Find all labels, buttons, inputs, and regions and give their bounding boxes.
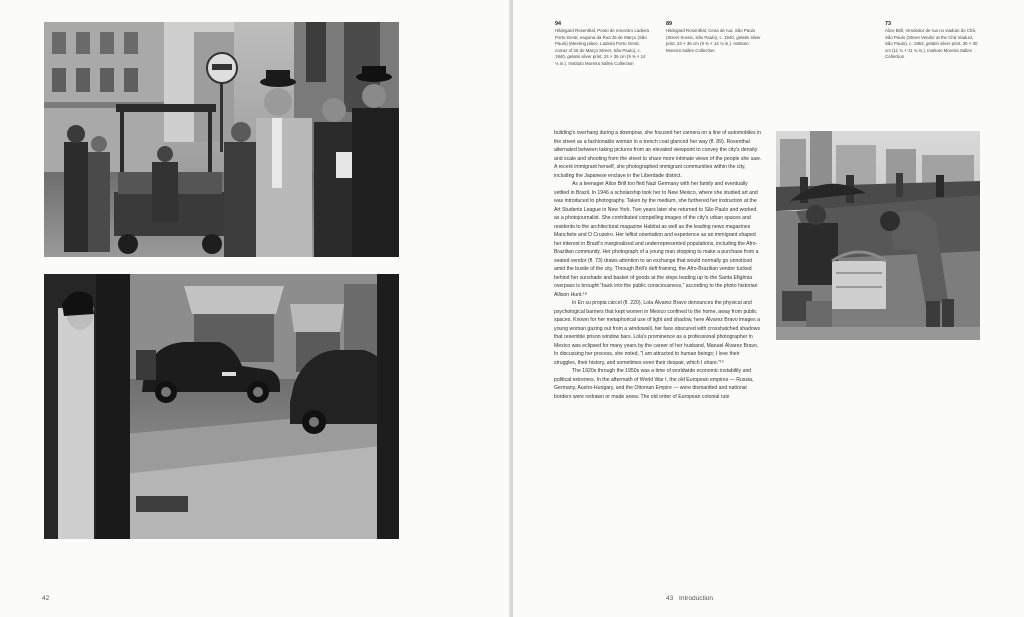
right-page	[513, 0, 1024, 617]
body-paragraph: The 1920s through the 1950s was a time of worldwide economic instability and political extremes. In the aftermath of World War I, the old European empires — Russia, Germany, Austro-Hungary, and the Ottoman Empire — were dismantled and national borders were redrawn or made anew. The old order of European colonial rule	[554, 368, 754, 400]
caption-text: Hildegard Rosenthal, Cena de rua, São Paulo (Street Scene, São Paulo), c. 1940, gelatin silver print, 24 × 36 cm (9 ⅜ × 14 ⅛ in.). Instituto Moreira Salles Collection	[666, 28, 761, 53]
body-paragraph: In En su propia cárcel (fl. 220), Lola Álvarez Bravo denounces the physical and psychological barriers that kept women in Mexico confined to the home, away from public spaces. Known for her metaphorical use of light and shadow, here Álvarez Bravo images a young woman gazing out from a windowsill, her face obscured with crosshatched shadows that resemble prison window bars. Lola's prominence as a professional photographer in Mexico was eclipsed for many years by the career of her husband, Manuel Álvarez Bravo. In discussing her process, she noted, “I am attracted to human beings; I love their struggles, their history, and sometimes even their despair, which I share.”¹⁹	[554, 300, 761, 366]
caption-number: 73	[885, 21, 891, 27]
caption-number: 94	[555, 21, 561, 27]
body-paragraph: As a teenager Alice Brill too fled Nazi Germany with her family and eventually settled in Brazil. In 1946 a scholarship took her to New Mexico, where she studied art and was introduced to photography. Taken by the medium, she furthered her instruction at the Art Students League in New York. Two years later she returned to São Paulo and worked as a photojournalist. She contributed compelling images of the city's urban spaces and residents to the architectural magazine Habitat as well as the leading news magazines Manchete and O Cruzeiro. Her leftist orientation and experience as an immigrant shaped her interest in Brazil's marginalized and underrepresented populations, including the Afro-Brazilian community. Her photograph of a young man stopping to make a purchase from a seated vendor (fl. 73) draws attention to an exchange that would normally go unnoticed amid the bustle of the city. Through Brill's deft framing, the Afro-Brazilian vendor tucked behind her sunshade and basket of goods at the steps leading up to the Santa Efigênia overpass is brought “back into the public consciousness,” according to the photo historian Allison Hunt.¹⁸	[554, 181, 759, 298]
caption-73	[885, 20, 980, 61]
caption-94	[555, 20, 650, 68]
photo-seated-vendor-overpass	[776, 131, 980, 340]
seated-vendor-photo-art	[776, 131, 980, 340]
photo-window-rainy-street	[44, 274, 399, 539]
caption-text: Alice Brill, Vendedor de rua no viaduto do Chá, São Paulo (Street Vendor at the Chá Viaduct, São Paulo), c. 1953, gelatin silver print, 30 × 30 cm (11 ¾ × 11 ¾ in.). Instituto Moreira Salles Collection	[885, 28, 978, 60]
left-page	[0, 0, 511, 617]
caption-number: 89	[666, 21, 672, 27]
street-vendor-photo-art	[44, 22, 399, 257]
running-head: Introduction	[679, 595, 714, 602]
caption-89	[666, 20, 761, 54]
body-paragraph: building's overhang during a downpour, she focused her camera on a line of automobiles in the street as a fashionable woman in a trench coat glanced her way (fl. 89). Rosenthal alternated between taking pictures from an elevated viewpoint to convey the city's density and scale and shooting from the street to share more intimate views of the people she saw. A recent immigrant herself, she photographed immigrant communities within the city, including the Japanese enclave in the Liberdade district.	[554, 130, 762, 179]
photo-street-vendor-cart	[44, 22, 399, 257]
left-page-number: 42	[42, 595, 50, 602]
caption-text: Hildegard Rosenthal, Ponto de encontro Ladeira Porto Geral, esquina da Rua 25 de Março (São Paulo) (Meeting place, Ladeira Porto Geral, corner of 25 de Março Street, São Paulo), c. 1940, gelatin silver print, 24 × 36 cm (9 ⅜ × 14 ⅛ in.). Instituto Moreira Salles Collection	[555, 28, 649, 66]
rainy-street-photo-art	[44, 274, 399, 539]
right-page-number: 43	[666, 595, 674, 602]
body-text-column	[554, 129, 762, 401]
right-page-footer	[666, 595, 717, 602]
